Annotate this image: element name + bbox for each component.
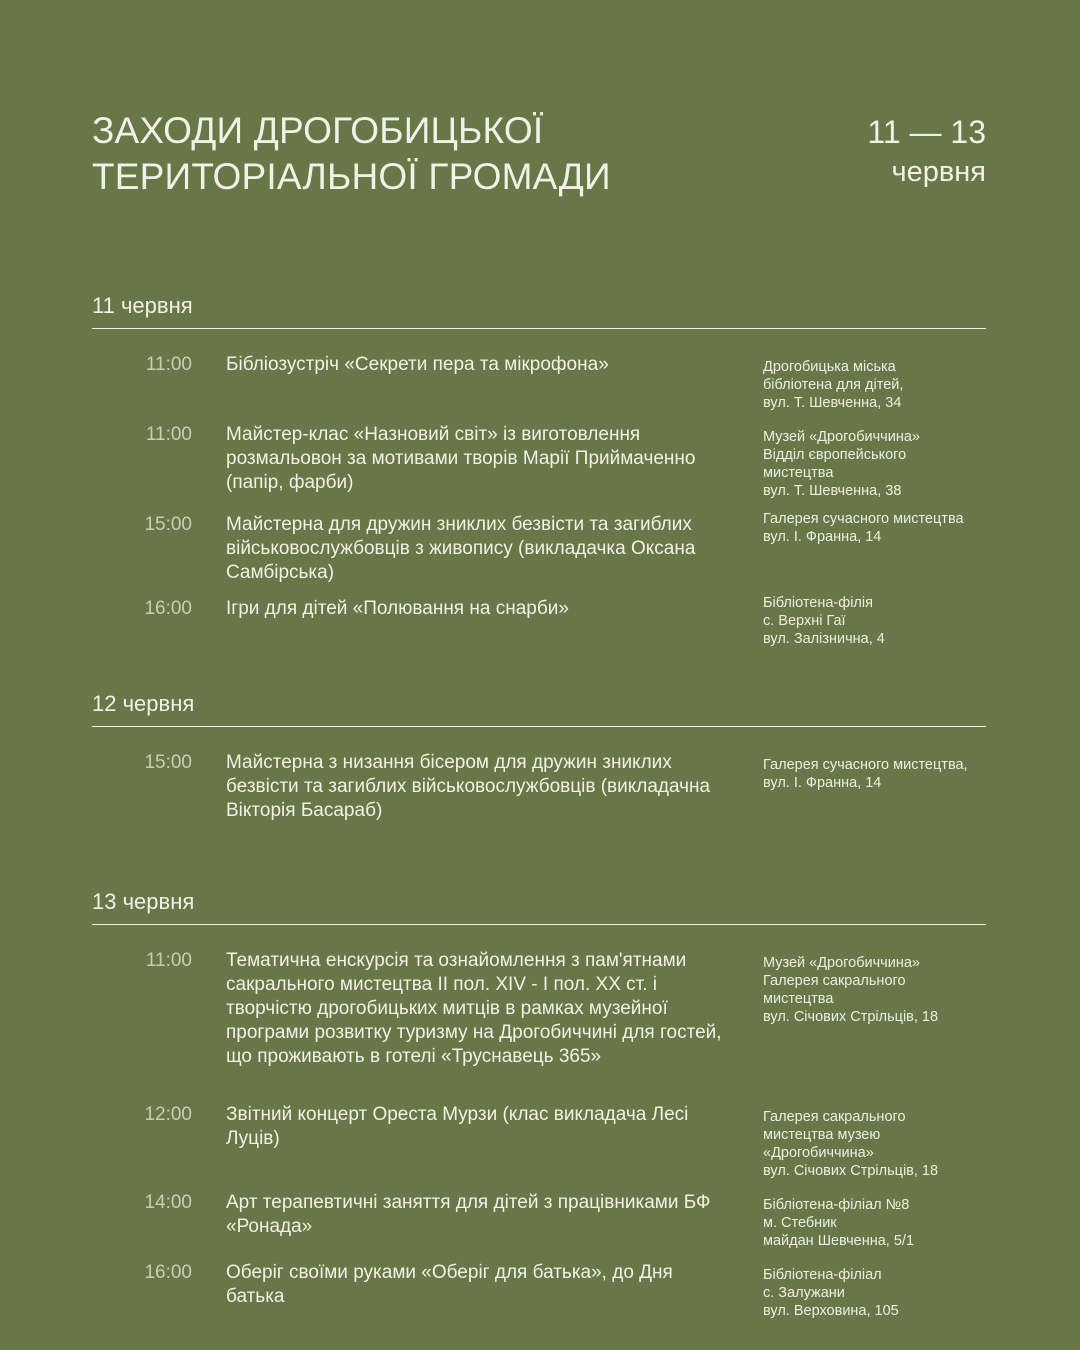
page-title (92, 108, 986, 200)
event-time: 15:00 (144, 752, 192, 773)
event-location: Галерея сучасного мистецтва, вул. І. Франна, 14 (763, 757, 968, 791)
event-location: Бібліотена-філія с. Верхні Гаї вул. Залізнична, 4 (763, 595, 885, 647)
day-section-1 (92, 293, 986, 647)
event-title: Арт терапевтичні заняття для дітей з працівниками БФ «Ронада» (226, 1192, 711, 1237)
event-time: 14:00 (144, 1192, 192, 1213)
event-time: 16:00 (144, 1262, 192, 1283)
event-location: Бібліотена-філіал №8 м. Стебник майдан Шевченна, 5/1 (763, 1197, 915, 1249)
event-title: Ігри для дітей «Полювання на снарби» (226, 598, 569, 619)
day-heading: 12 червня (92, 691, 986, 727)
event-location: Дрогобицька міська бібліотена для дітей, вул. Т. Шевченна, 34 (763, 359, 904, 411)
event-title: Майстер-клас «Назновий світ» із виготовлення розмальовон за мотивами творів Марії Приймаченно (папір, фарби) (226, 424, 696, 493)
event-location: Галерея сакрального мистецтва музею «Дрогобиччина» вул. Січових Стрільців, 18 (763, 1109, 939, 1179)
event-location: Музей «Дрогобиччина» Відділ європейського мистецтва вул. Т. Шевченна, 38 (763, 429, 920, 499)
event-location: Бібліотена-філіал с. Залужани вул. Верховина, 105 (763, 1267, 899, 1319)
event-time: 12:00 (144, 1104, 192, 1125)
event-title: Бібліозустріч «Секрети пера та мікрофона» (226, 354, 609, 375)
header (92, 108, 986, 200)
date-month: червня (891, 156, 986, 188)
event-title: Майстерна з низання бісером для дружин зниклих безвісти та загиблих військовослужбовців (викладачна Вікторія Басараб) (226, 752, 711, 821)
date-block (867, 112, 986, 192)
event-time: 11:00 (145, 354, 192, 375)
title-line-2: ТЕРИТОРІАЛЬНОЇ ГРОМАДИ (92, 156, 611, 197)
event-time: 16:00 (144, 598, 192, 619)
event-time: 11:00 (145, 424, 192, 445)
day-heading: 11 червня (92, 293, 986, 329)
event-title: Звітний концерт Ореста Мурзи (клас викладача Лесі Луців) (226, 1104, 689, 1149)
event-time: 11:00 (145, 950, 192, 971)
event-title: Оберіг своїми руками «Оберіг для батька», до Дня батька (226, 1262, 673, 1307)
event-title: Майстерна для дружин зниклих безвісти та загиблих військовослужбовців з живопису (викладачка Оксана Самбірська) (226, 514, 696, 583)
event-title: Тематична енскурсія та ознайомлення з пам'ятнами сакрального мистецтва ІІ пол. XIV - І пол. XX ст. і творчістю дрогобицьких митців в рамках музейної програми розвитку туризму на Дрогобиччині для гостей, що проживають в готелі «Труснавець 365» (226, 950, 722, 1067)
day-section-2 (92, 691, 986, 821)
event-location: Музей «Дрогобиччина» Галерея сакрального мистецтва вул. Січових Стрільців, 18 (763, 955, 939, 1025)
event-time: 15:00 (144, 514, 192, 535)
title-line-1: ЗАХОДИ ДРОГОБИЦЬКОЇ (92, 110, 544, 151)
event-location: Галерея сучасного мистецтва вул. І. Франна, 14 (763, 511, 964, 545)
day-heading: 13 червня (92, 889, 986, 925)
day-section-3 (92, 889, 986, 1319)
date-range: 11 — 13 (867, 114, 986, 150)
